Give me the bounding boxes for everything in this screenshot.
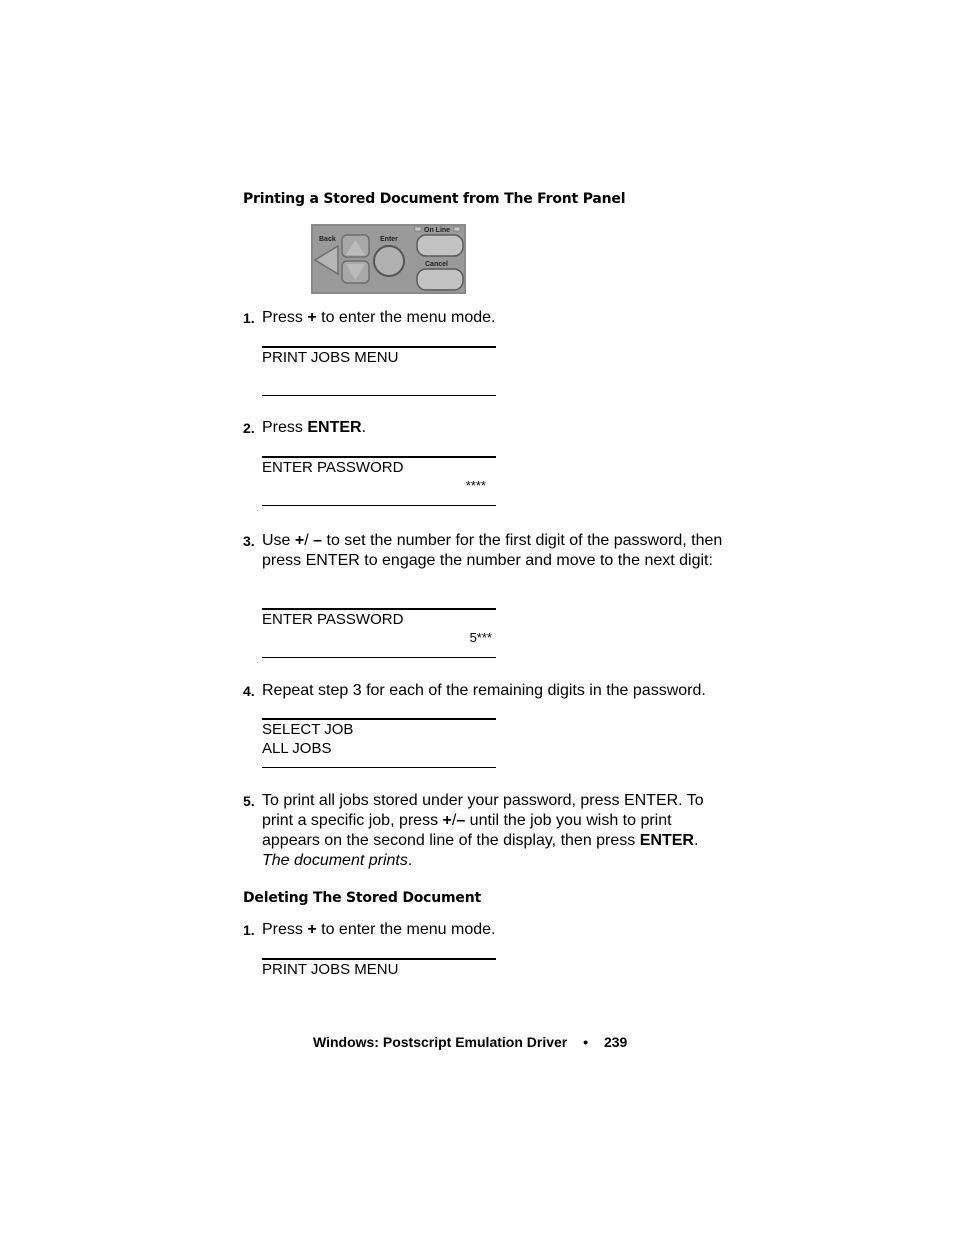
- online-button-icon: [417, 235, 463, 256]
- display-line-1: ENTER PASSWORD: [262, 459, 404, 476]
- back-label: Back: [319, 236, 336, 243]
- display-line-1: PRINT JOBS MENU: [262, 349, 399, 366]
- footer-bullet: •: [583, 1034, 589, 1050]
- front-panel-image: [311, 224, 466, 294]
- enter-label: Enter: [380, 236, 398, 243]
- step-number: 4.: [243, 683, 255, 699]
- display-line-1: SELECT JOB: [262, 721, 354, 738]
- step-3: [243, 531, 723, 591]
- display-password-mask: ****: [465, 478, 486, 493]
- step-number: 2.: [243, 420, 255, 436]
- cancel-button-icon: [417, 269, 463, 290]
- step-text: Press + to enter the menu mode.: [262, 921, 496, 938]
- step-number: 1.: [243, 922, 255, 938]
- footer-title: Windows: Postscript Emulation Driver: [313, 1034, 568, 1050]
- step-text: Press ENTER.: [262, 419, 367, 436]
- step-number: 5.: [243, 793, 255, 809]
- step-text: Use +/ – to set the number for the first digit of the password, then press ENTER to engage the number and move to the next digit:: [262, 532, 723, 569]
- section-heading-printing: Printing a Stored Document from The Front Panel: [243, 191, 626, 207]
- section-heading-deleting: Deleting The Stored Document: [243, 890, 481, 906]
- lcd-display: [262, 608, 496, 658]
- step-number: 3.: [243, 533, 255, 549]
- display-line-1: ENTER PASSWORD: [262, 611, 404, 628]
- step-text: Press + to enter the menu mode.: [262, 309, 496, 326]
- lcd-display: [262, 958, 496, 990]
- page-number: 239: [603, 1034, 628, 1050]
- led-icon: [415, 227, 421, 231]
- step-5: [243, 791, 723, 871]
- delete-step-1: [243, 920, 723, 940]
- page-footer: [313, 1034, 627, 1050]
- lcd-display: [262, 346, 496, 396]
- enter-button-icon: [374, 246, 404, 276]
- display-line-1: PRINT JOBS MENU: [262, 961, 399, 978]
- display-password-value: 5***: [469, 630, 492, 645]
- led-icon: [454, 227, 460, 231]
- lcd-display: [262, 456, 496, 506]
- step-text: Repeat step 3 for each of the remaining digits in the password.: [262, 682, 706, 699]
- step-1: [243, 308, 723, 328]
- step-number: 1.: [243, 310, 255, 326]
- front-panel-illustration: [311, 224, 466, 294]
- step-2: [243, 418, 723, 438]
- step-text: To print all jobs stored under your password, press ENTER. To print a specific job, press +/– until the job you wish to print appears on the second line of the display, then press ENTER. The document prints.: [262, 792, 704, 869]
- online-label: On Line: [424, 227, 451, 234]
- lcd-display: [262, 718, 496, 768]
- display-line-2: ALL JOBS: [262, 740, 332, 757]
- step-4: [243, 681, 723, 701]
- cancel-label: Cancel: [425, 261, 448, 268]
